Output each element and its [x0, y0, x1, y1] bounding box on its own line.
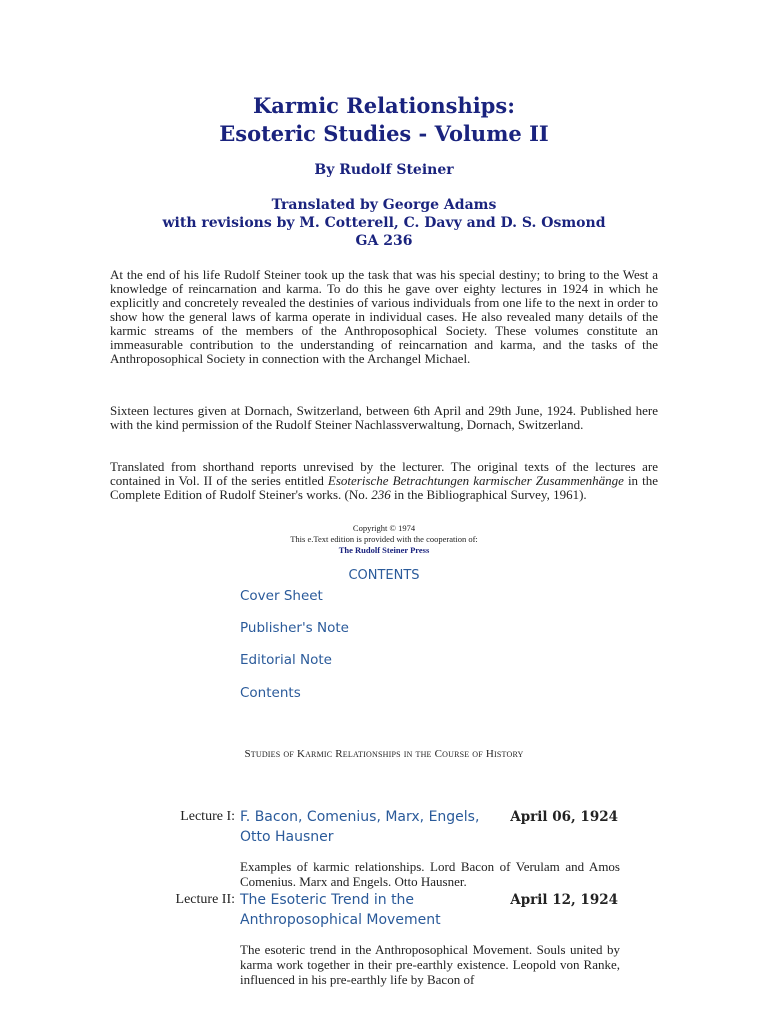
- lecture-1-label: Lecture I:: [180, 809, 235, 824]
- toc-link-cover-sheet[interactable]: Cover Sheet: [240, 588, 323, 604]
- intro-paragraph-2: Sixteen lectures given at Dornach, Switzerland, between 6th April and 29th June, 1924. Published here with the kind permission of the Rudolf Steiner Nachlassverwaltung, Dornach, Switzerland.: [110, 403, 658, 432]
- lecture-1-date: April 06, 1924: [510, 809, 618, 825]
- copyright-line: Copyright © 1974: [352, 523, 416, 533]
- paragraph-3-text-c: in the Bibliographical Survey, 1961).: [390, 487, 587, 502]
- lecture-2-description: The esoteric trend in the Anthroposophical Movement. Souls united by karma work together in their pre-earthly existence. Leopold von Ranke, influenced in his pre-earthly life by Bacon of: [240, 942, 620, 987]
- ga-number: GA 236: [355, 233, 413, 249]
- lecture-2-label: Lecture II:: [175, 892, 235, 907]
- copyright-block: [0, 523, 768, 556]
- lecture-1-title-link[interactable]: F. Bacon, Comenius, Marx, Engels, Otto Hausner: [240, 809, 480, 845]
- intro-paragraph-1: At the end of his life Rudolf Steiner took up the task that was his special destiny; to bring to the West a knowledge of reincarnation and karma. To do this he gave over eighty lectures in 1924 in which he explicitly and concretely revealed the destinies of various individuals from one life to the next in order to show how the general laws of karma operate in individual cases. He also revealed many details of the karmic streams of the members of the Anthroposophical Society. These volumes constitute an immeasurable contribution to the understanding of reincarnation and karma, and the tasks of the Anthroposophical Society in connection with the Archangel Michael.: [110, 267, 658, 366]
- revisions-line: with revisions by M. Cotterell, C. Davy and D. S. Osmond: [162, 215, 606, 231]
- press-name: The Rudolf Steiner Press: [338, 545, 430, 555]
- title-line-2: Esoteric Studies - Volume II: [219, 121, 549, 146]
- toc-link-publishers-note[interactable]: Publisher's Note: [240, 620, 349, 636]
- paragraph-3-text-a: Translated from shorthand reports unrevised by the lecturer. The original texts of the lectures are contained in Vol. II of the series entitled: [110, 459, 658, 488]
- title-line-1: Karmic Relationships:: [253, 93, 515, 118]
- lecture-1-description: Examples of karmic relationships. Lord Bacon of Verulam and Amos Comenius. Marx and Engels. Otto Hausner.: [240, 859, 620, 889]
- lecture-2-date: April 12, 1924: [510, 892, 618, 908]
- lecture-2-title-link[interactable]: The Esoteric Trend in the Anthroposophical Movement: [240, 892, 441, 928]
- author-byline: By Rudolf Steiner: [314, 162, 454, 178]
- cooperation-line: This e.Text edition is provided with the cooperation of:: [290, 534, 478, 544]
- page-title: [0, 92, 768, 148]
- contents-heading: CONTENTS: [348, 568, 420, 583]
- translator-block: [0, 196, 768, 250]
- toc-link-contents[interactable]: Contents: [240, 685, 301, 701]
- series-title: Esoterische Betrachtungen karmischer Zusammenhänge: [327, 473, 624, 488]
- section-heading: Studies of Karmic Relationships in the Course of History: [244, 748, 524, 760]
- survey-number: 236: [371, 487, 391, 502]
- toc-link-editorial-note[interactable]: Editorial Note: [240, 652, 332, 668]
- intro-paragraph-3: [110, 460, 658, 502]
- translator-line: Translated by George Adams: [271, 197, 497, 213]
- paragraph-3-text-b: in the Complete Edition of Rudolf Steiner's works. (No.: [110, 473, 659, 502]
